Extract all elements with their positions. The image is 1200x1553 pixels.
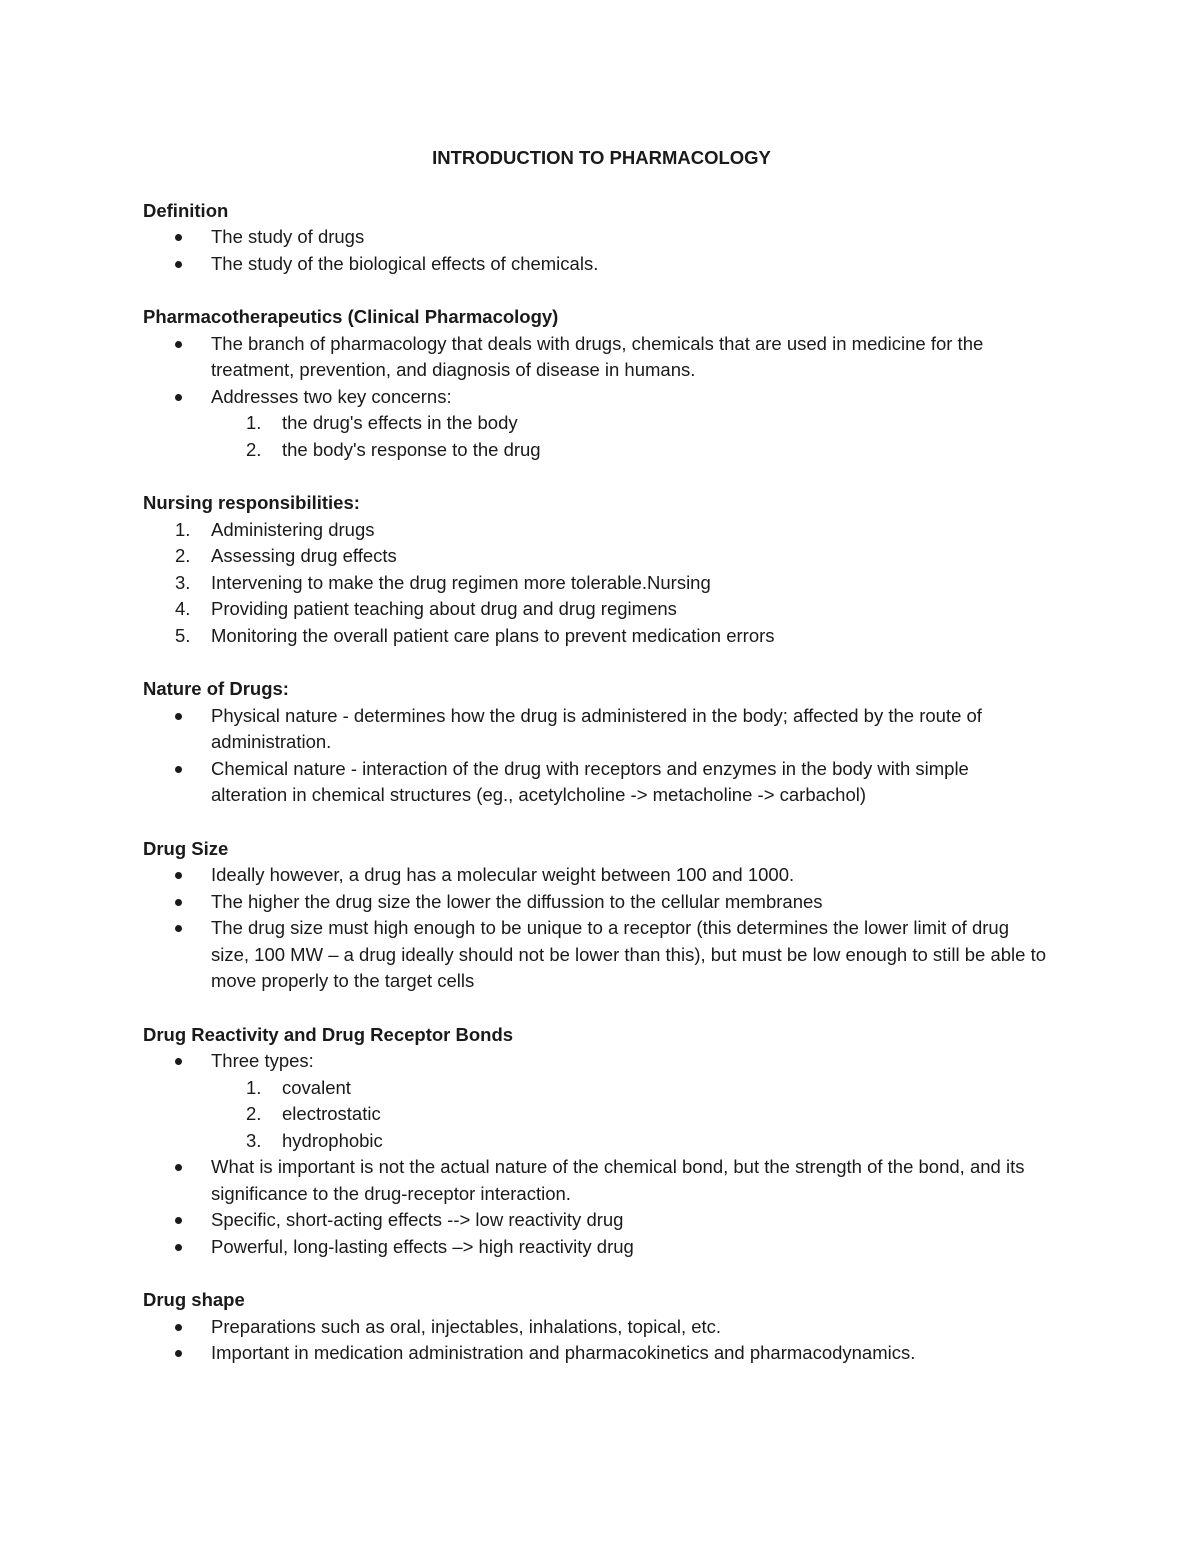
list-item: Physical nature - determines how the drug is administered in the body; affected by the route of administration. bbox=[143, 703, 1050, 756]
section-definition bbox=[143, 198, 1050, 278]
list-item bbox=[143, 596, 1050, 623]
section-heading: Nursing responsibilities: bbox=[143, 492, 360, 513]
list-item bbox=[143, 517, 1050, 544]
list-item bbox=[143, 410, 1050, 437]
document-title: INTRODUCTION TO PHARMACOLOGY bbox=[432, 147, 771, 168]
list-item bbox=[143, 570, 1050, 597]
list-number: 1. bbox=[246, 412, 262, 433]
list-item: Important in medication administration and pharmacokinetics and pharmacodynamics. bbox=[143, 1340, 1050, 1367]
list-item bbox=[143, 437, 1050, 464]
section-pharmacotherapeutics bbox=[143, 304, 1050, 463]
list-item-text: the drug's effects in the body bbox=[282, 412, 518, 433]
bullet-list bbox=[143, 331, 1050, 411]
list-item: Ideally however, a drug has a molecular weight between 100 and 1000. bbox=[143, 862, 1050, 889]
list-item: The study of the biological effects of chemicals. bbox=[143, 251, 1050, 278]
list-item-text: Providing patient teaching about drug and drug regimens bbox=[211, 598, 677, 619]
list-item bbox=[143, 1128, 1050, 1155]
list-number: 3. bbox=[175, 571, 191, 593]
list-item: The branch of pharmacology that deals with drugs, chemicals that are used in medicine for the treatment, prevention, and diagnosis of disease in humans. bbox=[143, 331, 1050, 384]
bullet-list bbox=[143, 862, 1050, 995]
list-number: 1. bbox=[175, 518, 191, 540]
section-heading: Drug Size bbox=[143, 837, 229, 859]
list-item-text: covalent bbox=[282, 1076, 351, 1098]
list-number: 3. bbox=[246, 1129, 262, 1151]
bullet-list bbox=[143, 1154, 1050, 1260]
section-drug-reactivity bbox=[143, 1022, 1050, 1261]
numbered-list bbox=[143, 517, 1050, 650]
list-item-text: Addresses two key concerns: bbox=[211, 385, 452, 407]
list-number: 2. bbox=[246, 1103, 262, 1124]
list-number: 5. bbox=[175, 624, 191, 646]
list-item: What is important is not the actual nature of the chemical bond, but the strength of the bond, and its significance to the drug-receptor interaction. bbox=[143, 1154, 1050, 1207]
list-number: 2. bbox=[246, 438, 262, 460]
list-item bbox=[143, 623, 1050, 650]
list-item: Preparations such as oral, injectables, inhalations, topical, etc. bbox=[143, 1314, 1050, 1341]
bullet-list bbox=[143, 1314, 1050, 1367]
list-item-text: the body's response to the drug bbox=[282, 438, 541, 460]
list-item-text: Assessing drug effects bbox=[211, 545, 397, 566]
numbered-sublist bbox=[143, 1075, 1050, 1155]
section-nursing-responsibilities bbox=[143, 490, 1050, 649]
list-item: Specific, short-acting effects --> low reactivity drug bbox=[143, 1207, 1050, 1234]
list-item: Powerful, long-lasting effects –> high reactivity drug bbox=[143, 1234, 1050, 1261]
section-drug-size bbox=[143, 836, 1050, 995]
list-item: Three types: bbox=[143, 1048, 1050, 1075]
list-item bbox=[143, 384, 1050, 411]
list-number: 4. bbox=[175, 598, 191, 619]
list-item-text: hydrophobic bbox=[282, 1129, 383, 1151]
bullet-list bbox=[143, 224, 1050, 277]
section-heading: Nature of Drugs: bbox=[143, 678, 289, 699]
list-item: The higher the drug size the lower the diffussion to the cellular membranes bbox=[143, 889, 1050, 916]
list-item-text: electrostatic bbox=[282, 1103, 381, 1124]
numbered-sublist bbox=[143, 410, 1050, 463]
section-nature-of-drugs bbox=[143, 676, 1050, 809]
section-heading: Drug shape bbox=[143, 1289, 245, 1310]
bullet-list bbox=[143, 1048, 1050, 1075]
section-heading: Definition bbox=[143, 199, 229, 221]
list-number: 2. bbox=[175, 545, 191, 566]
list-item bbox=[143, 1101, 1050, 1128]
list-number: 1. bbox=[246, 1076, 262, 1098]
list-item-text: Administering drugs bbox=[211, 518, 375, 540]
list-item: The drug size must high enough to be unique to a receptor (this determines the lower limit of drug size, 100 MW – a drug ideally should not be lower than this), but must be low enough to still be able to move properly to the target cells bbox=[143, 915, 1050, 995]
list-item bbox=[143, 543, 1050, 570]
section-drug-shape bbox=[143, 1287, 1050, 1367]
bullet-list bbox=[143, 703, 1050, 809]
list-item-text: Intervening to make the drug regimen more tolerable.Nursing bbox=[211, 571, 711, 593]
section-heading: Drug Reactivity and Drug Receptor Bonds bbox=[143, 1023, 514, 1045]
list-item-text: Monitoring the overall patient care plans to prevent medication errors bbox=[211, 624, 775, 646]
list-item bbox=[143, 1075, 1050, 1102]
section-heading: Pharmacotherapeutics (Clinical Pharmacology) bbox=[143, 306, 559, 327]
list-item: Chemical nature - interaction of the drug with receptors and enzymes in the body with simple alteration in chemical structures (eg., acetylcholine -> metacholine -> carbachol) bbox=[143, 756, 1050, 809]
list-item: The study of drugs bbox=[143, 224, 1050, 251]
